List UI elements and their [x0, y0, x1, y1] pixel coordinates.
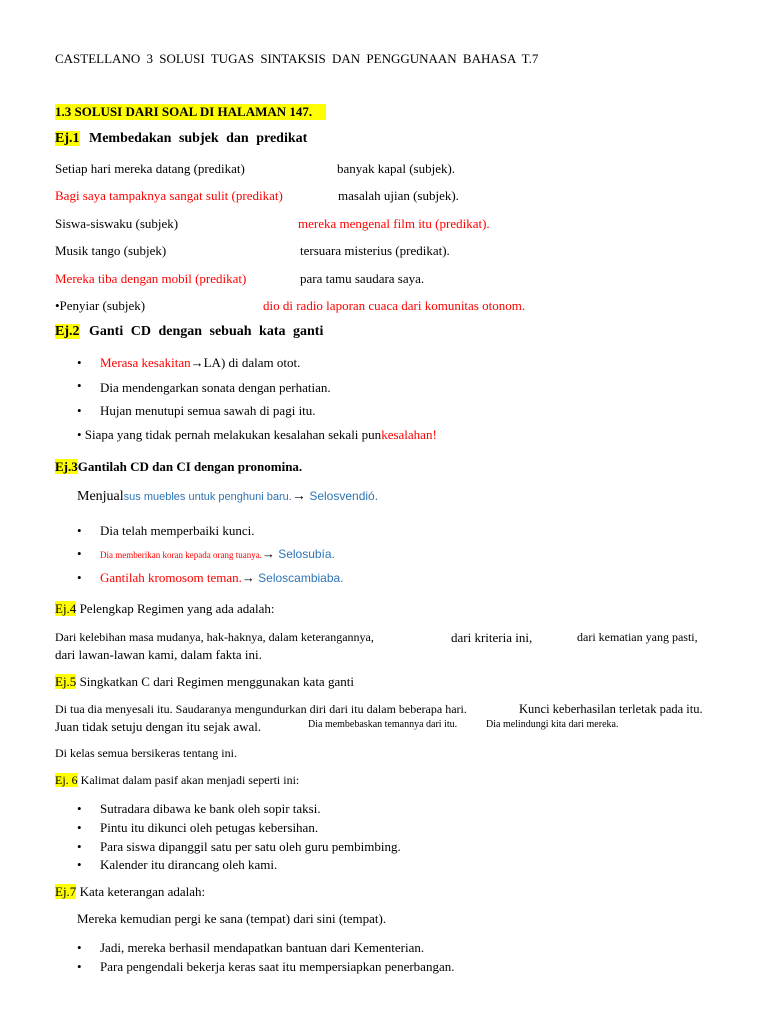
ej1-row6-left: •Penyiar (subjek) [55, 298, 146, 313]
ej3-intro [77, 489, 378, 505]
ej7-item2 [77, 959, 455, 975]
ej5-line3: Di kelas semua bersikeras tentang ini. [55, 746, 237, 760]
ej4-line1-b: dari kriteria ini, [451, 630, 533, 645]
bullet-icon: • [77, 839, 82, 854]
ej5-heading [55, 674, 354, 690]
ej4-tag: Ej.4 [55, 601, 77, 616]
ej1-row4-right: tersuara misterius (predikat). [300, 243, 450, 258]
ej2-title: Ganti CD dengan sebuah kata ganti [89, 324, 324, 339]
section-heading: 1.3 SOLUSI DARI SOAL DI HALAMAN 147. [55, 104, 326, 120]
ej3-item2-blue: Selosubía. [278, 547, 335, 561]
ej4-line1-c: dari kematian yang pasti, [577, 630, 698, 644]
ej6-item1-text: Sutradara dibawa ke bank oleh sopir taksi. [100, 801, 321, 816]
ej1-row1-left: Setiap hari mereka datang (predikat) [55, 161, 245, 176]
ej7-item1-text: Jadi, mereka berhasil mendapatkan bantuan dari Kementerian. [100, 940, 425, 955]
ej6-item4 [77, 857, 278, 873]
bullet-icon: • [77, 801, 82, 816]
ej2-item3-text: Hujan menutupi semua sawah di pagi itu. [100, 403, 316, 418]
ej6-item1 [77, 801, 321, 817]
ej3-intro-blue: sus muebles untuk penghuni baru. [123, 491, 292, 503]
ej3-item1-text: Dia telah memperbaiki kunci. [100, 523, 255, 538]
ej2-item4-text: • Siapa yang tidak pernah melakukan kesalahan sekali pun [77, 427, 382, 442]
ej1-row1-right: banyak kapal (subjek). [337, 161, 456, 176]
bullet-icon: • [77, 940, 82, 955]
ej3-title: Gantilah CD dan CI dengan pronomina. [77, 459, 303, 474]
ej7-tag: Ej.7 [55, 884, 77, 899]
bullet-icon: • [77, 820, 82, 835]
ej2-item2-text: Dia mendengarkan sonata dengan perhatian. [100, 380, 331, 395]
ej1-row2-left: Bagi saya tampaknya sangat sulit (predikat) [55, 188, 283, 203]
ej6-item2-text: Pintu itu dikunci oleh petugas kebersihan. [100, 820, 319, 835]
arrow-right-icon: → [241, 570, 255, 585]
ej6-item3 [77, 839, 401, 855]
bullet-icon: • [77, 570, 82, 585]
ej2-item3 [77, 403, 316, 419]
ej5-line2-c: Dia melindungi kita dari mereka. [486, 719, 619, 730]
ej5-line2-a: Juan tidak setuju dengan itu sejak awal. [55, 719, 262, 734]
bullet-icon: • [77, 523, 82, 538]
ej2-item4-red: kesalahan! [381, 427, 437, 442]
ej4-line2: dari lawan-lawan kami, dalam fakta ini. [55, 647, 262, 662]
ej7-title: Kata keterangan adalah: [79, 884, 206, 899]
ej1-title: Membedakan subjek dan predikat [89, 131, 308, 146]
ej2-item4 [77, 427, 437, 443]
ej5-tag: Ej.5 [55, 674, 77, 689]
ej2-tag: Ej.2 [55, 324, 80, 339]
ej2-heading [55, 324, 323, 340]
ej3-item3 [77, 570, 344, 586]
arrow-right-icon: → [261, 546, 275, 561]
ej3-intro-black: Menjual [77, 489, 124, 504]
ej3-item3-blue: Seloscambiaba. [258, 571, 344, 585]
ej3-intro-blue2: Selosvendió. [309, 489, 379, 503]
ej5-title: Singkatkan C dari Regimen menggunakan kata ganti [79, 674, 354, 689]
ej1-row3-right: mereka mengenal film itu (predikat). [298, 216, 490, 231]
ej2-item2 [77, 378, 331, 396]
ej7-item1 [77, 940, 425, 956]
bullet-icon: • [77, 857, 82, 872]
ej5-line1-b: Kunci keberhasilan terletak pada itu. [519, 702, 703, 716]
ej5-line2-b: Dia membebaskan temannya dari itu. [308, 719, 458, 730]
ej7-heading [55, 884, 205, 900]
ej6-title: Kalimat dalam pasif akan menjadi seperti ini: [80, 773, 300, 787]
bullet-icon: • [77, 403, 82, 418]
ej1-row3-left: Siswa-siswaku (subjek) [55, 216, 179, 231]
ej7-intro: Mereka kemudian pergi ke sana (tempat) dari sini (tempat). [77, 911, 387, 926]
ej3-tag: Ej.3 [55, 459, 78, 474]
bullet-icon: • [77, 959, 82, 974]
ej1-row6-right: dio di radio laporan cuaca dari komunitas otonom. [263, 298, 526, 313]
ej1-row5-left: Mereka tiba dengan mobil (predikat) [55, 271, 247, 286]
ej3-item3-red: Gantilah kromosom teman. [100, 570, 242, 585]
arrow-right-icon: → [291, 489, 306, 504]
bullet-icon: • [77, 355, 82, 370]
ej4-line1-a: Dari kelebihan masa mudanya, hak-haknya, dalam keterangannya, [55, 630, 374, 644]
ej6-item4-text: Kalender itu dirancang oleh kami. [100, 857, 278, 872]
ej4-heading [55, 601, 275, 617]
ej6-item3-text: Para siswa dipanggil satu per satu oleh guru pembimbing. [100, 839, 401, 854]
ej2-item1 [77, 355, 301, 371]
ej3-item2-red: Dia memberikan koran kepada orang tuanya. [100, 550, 262, 560]
ej3-heading [55, 459, 302, 475]
ej1-heading [55, 131, 307, 147]
ej1-row5-right: para tamu saudara saya. [300, 271, 425, 286]
ej2-item1-rest: →LA) di dalam otot. [190, 355, 301, 370]
ej6-heading [55, 773, 299, 788]
ej1-row2-right: masalah ujian (subjek). [338, 188, 459, 203]
ej5-line1-a: Di tua dia menyesali itu. Saudaranya mengundurkan diri dari itu dalam beberapa hari. [55, 702, 467, 716]
ej3-item2 [77, 546, 335, 562]
ej3-item1 [77, 523, 255, 539]
ej2-item1-red: Merasa kesakitan [100, 355, 191, 370]
ej1-tag: Ej.1 [55, 131, 80, 146]
document-title: CASTELLANO 3 SOLUSI TUGAS SINTAKSIS DAN PENGGUNAAN BAHASA T.7 [55, 51, 539, 66]
ej6-item2 [77, 820, 319, 836]
ej4-title: Pelengkap Regimen yang ada adalah: [79, 601, 275, 616]
ej1-row4-left: Musik tango (subjek) [55, 243, 167, 258]
ej7-item2-text: Para pengendali bekerja keras saat itu mempersiapkan penerbangan. [100, 959, 455, 974]
bullet-icon: • [77, 378, 82, 393]
bullet-icon: • [77, 546, 82, 561]
ej6-tag: Ej. 6 [55, 773, 78, 787]
